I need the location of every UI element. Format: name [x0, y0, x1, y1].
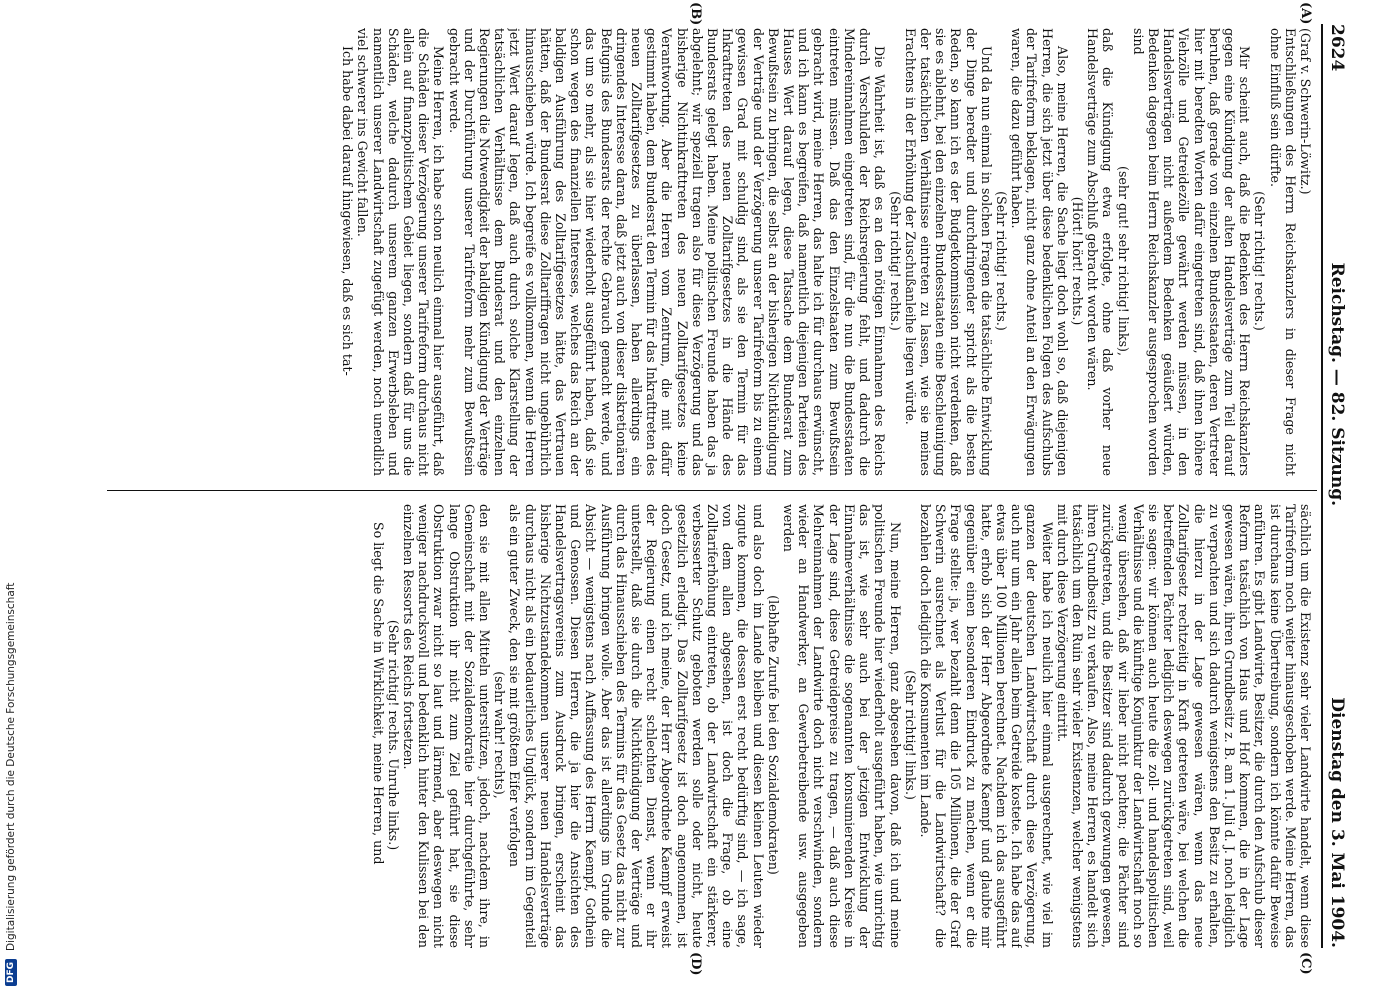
header-rule: [1321, 24, 1323, 948]
paragraph: Also, meine Herren, die Sache liegt doch wohl so, daß diejenigen Herren, die sich jetzt über diese bedenklichen Folgen des Aufschubs der Tarifreform beklagen, nicht ganz ohne Anteil an den Erwägungen waren, die dazu geführt haben.: [1009, 28, 1070, 476]
margin-mark-d: (D): [688, 952, 703, 976]
paragraph: Nun, meine Herren, ganz abgesehen davon, daß ich und meine politischen Freunde hier wiederholt ausgeführt haben, wie unrichtig das ist, wie sehr auch bei der jetzigen Entwicklung der Einnahmeverhältnisse die sogenannten konsumierenden Kreise in der Lage sind, diese Getreidepreise zu tragen, — daß auch diese Mehreinnahmen der Landwirte doch nicht verschwinden, sondern wieder an Handwerker, an Gewerbetreibende usw. ausgegeben werden: [781, 504, 903, 948]
interjection-remark: (sehr wahr! rechts),: [492, 671, 508, 799]
paragraph: den sie mit allen Mitteln unterstützen, jedoch, nachdem ihre, in Gemeinschaft mit der Sozialdemokratie hier durchgeführte, sehr lange Obstruktion ihr nicht zum Ziel geführt hat, sie diese Obstruktion zwar nicht so laut und lärmend, aber deswegen nicht weniger nachdrucksvoll und bedenklich hinter den Kulissen bei den einzelnen Ressorts des Reichs fortsetzen.: [401, 504, 493, 948]
interjection-remark: (Hört! hört! rechts.): [1069, 196, 1085, 326]
paragraph: Und da nun einmal in solchen Fragen die tatsächliche Entwicklung der Dinge beredter und durchdringender spricht als die besten Reden, so kann ich es der Budgetkommission nicht verdenken, daß sie es ablehnt, bei den einzelnen Bundesstaaten eine Beschleunigung der tatsächlichen Verhältnisse eintreten zu lassen, wie sie meines Erachtens in der Erhöhung der Zuschußanleihe liegen würde.: [902, 28, 994, 476]
paragraph: daß die Kündigung etwa erfolgte, ohne daß vorher neue Handelsverträge zum Abschluß gebracht worden wären.: [1085, 28, 1116, 476]
paragraph: und also doch im Lande bleiben und diesen kleinen Leuten wieder zugute kommen, die dessen erst recht bedürftig sind, — ich sage, von dem allen abgesehen, ist doch die Frage, ob eine Zolltariferhöhung eintreten, ob der Landwirtschaft ein stärkerer, verbesserter Schutz geboten werden solle oder nicht, heute gesetzlich erledigt. Das Zolltarifgesetz ist doch angenommen, ist doch Gesetz, und ich meine, der Herr Abgeordnete Kaempf erweist der Regierung einen recht schlechten Dienst, wenn er ihr unterstellt, daß sie durch die Nichtkündigung der Verträge und durch das Hinausschieben des Termins für das Gesetz das nicht zur Ausführung bringen wolle. Aber das ist allerdings im Grunde die Absicht — wenigstens nach Auffassung des Herrn Kaempf, Gothein und Genossen. Diesen Herren, die ja hier die Ansichten des Handelsvertragsvereins zum Ausdruck bringen, erscheint das bisherige Nichtzustandekommen unserer neuen Handelsverträge durchaus nicht als ein bedauerliches Unglück, sondern im Gegenteil als ein guter Zweck, den sie mit größtem Eifer verfolgen: [507, 504, 766, 948]
interjection-remark: (lebhafte Zurufe bei den Sozialdemokraten): [765, 595, 781, 875]
dfg-logo: DFG: [5, 959, 17, 986]
session-title: Reichstag. — 82. Sitzung.: [1327, 262, 1347, 507]
interjection-remark: (sehr gut! sehr richtig! links),: [1115, 166, 1131, 356]
paragraph: sächlich um die Existenz sehr vieler Landwirte handelt, wenn diese Tarifreform noch weiter hinausgeschoben werde. Meine Herren, das ist durchaus keine Übertreibung, sondern ich könnte dafür Beweise anführen. Es gibt Landwirte, Besitzer, die durch den Aufschub dieser Reform tatsächlich von Haus und Hof kommen, die in der Lage gewesen wären, ihren Grundbesitz z. B. am 1. Juli d. J. noch lediglich zu verpachten und sich dadurch wenigstens den Besitz zu erhalten, die hierzu in der Lage gewesen wären, wenn das neue Zolltarifgesetz rechtzeitig in Kraft getreten wäre, bei welchen die betreffenden Pächter lediglich deswegen zurückgetreten sind, weil sie sagen: wir können auch heute die zoll- und handelspolitischen Verhältnisse und die künftige Konjunktur der Landwirtschaft noch so wenig übersehen, daß wir lieber nicht pachten; die Pächter sind zurückgetreten, und die Besitzer sind dadurch gezwungen gewesen, ihren Grundbesitz zu verkaufen. Also, meine Herren, es handelt sich tatsächlich um den Ruin sehr vieler Existenzen, welcher wenigstens mit durch diese Verzögerung eintritt.: [1054, 504, 1313, 948]
interjection-remark: (Sehr richtig! rechts. Unruhe links.): [385, 619, 401, 851]
page-header: [1327, 24, 1347, 948]
margin-mark-b: (B): [688, 2, 703, 26]
paragraph: Entschließungen des Herrn Reichskanzlers in dieser Frage nicht ohne Einfluß sein dürfte.: [1267, 28, 1298, 476]
interjection-remark: (Sehr richtig! rechts.): [887, 191, 903, 331]
margin-mark-a: (A): [1298, 2, 1313, 25]
margin-mark-c: (C): [1298, 952, 1313, 975]
paragraph: Ich habe dabei darauf hingewiesen, daß es sich tat-: [340, 46, 356, 376]
paragraph: So liegt die Sache in Wirklichkeit, meine Herren, und: [370, 522, 386, 865]
right-column: [103, 504, 1313, 948]
interjection-remark: (Sehr richtig! rechts.): [1252, 191, 1268, 331]
speaker-line: (Graf v. Schwerin-Löwitz.): [1298, 28, 1313, 195]
page-number: 2624: [1327, 24, 1347, 72]
credit-text: Digitalisierung gefördert durch die Deutsche Forschungsgemeinschaft: [5, 582, 17, 951]
interjection-remark: (Sehr richtig! links.): [902, 670, 918, 800]
paragraph: Meine Herren, ich habe schon neulich einmal hier ausgeführt, daß die Schäden dieser Verzögerung unserer Tarifreform durchaus nicht allein auf finanzpolitischem Gebiet liegen, sondern daß für uns die Schäden, welche dadurch unserem ganzen Erwerbsleben und namentlich unserer Landwirtschaft zugefügt werden, noch unendlich viel schwerer ins Gewicht fallen.: [355, 28, 447, 476]
session-date: Dienstag den 3. Mai 1904.: [1327, 697, 1347, 948]
paragraph: Mir scheint auch, daß die Bedenken des Herrn Reichskanzlers gegen eine Kündigung der alten Handelsverträge zum Teil darauf beruhen, daß gerade von einzelnen Bundesstaaten, deren Vertreter hier mit beredten Worten dafür eingetreten sind, daß ihnen höhere Viehzölle und Getreidezölle gewährt werden müssen, in den Handelsverträgen nicht außerdem Bedenken geäußert würden, Bedenken dagegen beim Herrn Reichskanzler ausgesprochen worden sind: [1130, 28, 1253, 476]
column-separator: [107, 490, 1317, 491]
left-column: [103, 28, 1313, 476]
paragraph: Weiter habe ich neulich hier einmal ausgerechnet, wie viel im ganzen der deutschen Landwirtschaft durch diese Verzögerung, auch nur um ein Jahr allein beim Getreide kostete. Ich habe das auf etwas über 100 Millionen berechnet. Nachdem ich das ausgeführt hatte, erhob sich der Herr Abgeordnete Kaempf und glaubte mir gegenüber einen besonderen Eindruck zu machen, wenn er die Frage stellte: ja, wer bezahlt denn die 105 Millionen, die der Graf Schwerin ausrechnet als Verlust für die Landwirtschaft? die bezahlen doch lediglich die Konsumenten im Lande.: [917, 504, 1055, 948]
paragraph: Die Wahrheit ist, daß es an den nötigen Einnahmen des Reichs durch Verschulden der Reichsregierung fehlt, und dadurch die Mindereinnahmen eingetreten sind, für die nun die Bundesstaaten eintreten müssen. Daß das den Einzelstaaten zum Bewußtsein gebracht wird, meine Herren, das halte ich für durchaus erwünscht, und ich kann es begreifen, daß namentlich diejenigen Parteien des Hauses Wert darauf legen, diese Tatsache dem Bundesrat zum Bewußtsein zu bringen, die selbst an der bisherigen Nichtkündigung der Verträge und der Verzögerung unserer Tarifreform bis zu einem gewissen Grad mit schuldig sind, als sie den Termin für das Inkrafttreten des neuen Zolltarifgesetzes in die Hände des Bundesrats gelegt haben. Meine politischen Freunde haben das ja abgelehnt; wir speziell tragen also für diese Verzögerung und das bisherige Nichtinkrafttreten des neuen Zolltarifgesetzes keine Verantwortung. Aber die Herren vom Zentrum, die mit dafür gestimmt haben, dem Bundesrat den Termin für das Inkrafttreten des neuen Zolltarifgesetzes zu überlassen, haben allerdings ein dringendes Interesse daran, daß jetzt auch von dieser diskretionären Befugnis des Bundesrats der rechte Gebrauch gemacht werde, und das um so mehr, als sie hier wiederholt ausgeführt haben, daß sie schon wegen des finanziellen Interesses, welches das Reich an der baldigen Ausführung des Zolltarifgesetzes hätte, das Vertrauen hätten, daß der Bundesrat diese Zolltariffragen nicht ungebührlich hinausschieben würde. Ich begreife es vollkommen, wenn die Herren jetzt Wert darauf legen, daß auch durch solche Klarstellung der tatsächlichen Verhältnisse dem Bundesrat und den einzelnen Regierungen die Notwendigkeit der baldigen Kündigung der Verträge und der Durchführung unserer Tarifreform mehr zum Bewußtsein gebracht werde.: [446, 28, 888, 476]
digitization-credit: [0, 0, 22, 1000]
interjection-remark: (Sehr richtig! rechts.): [993, 191, 1009, 331]
